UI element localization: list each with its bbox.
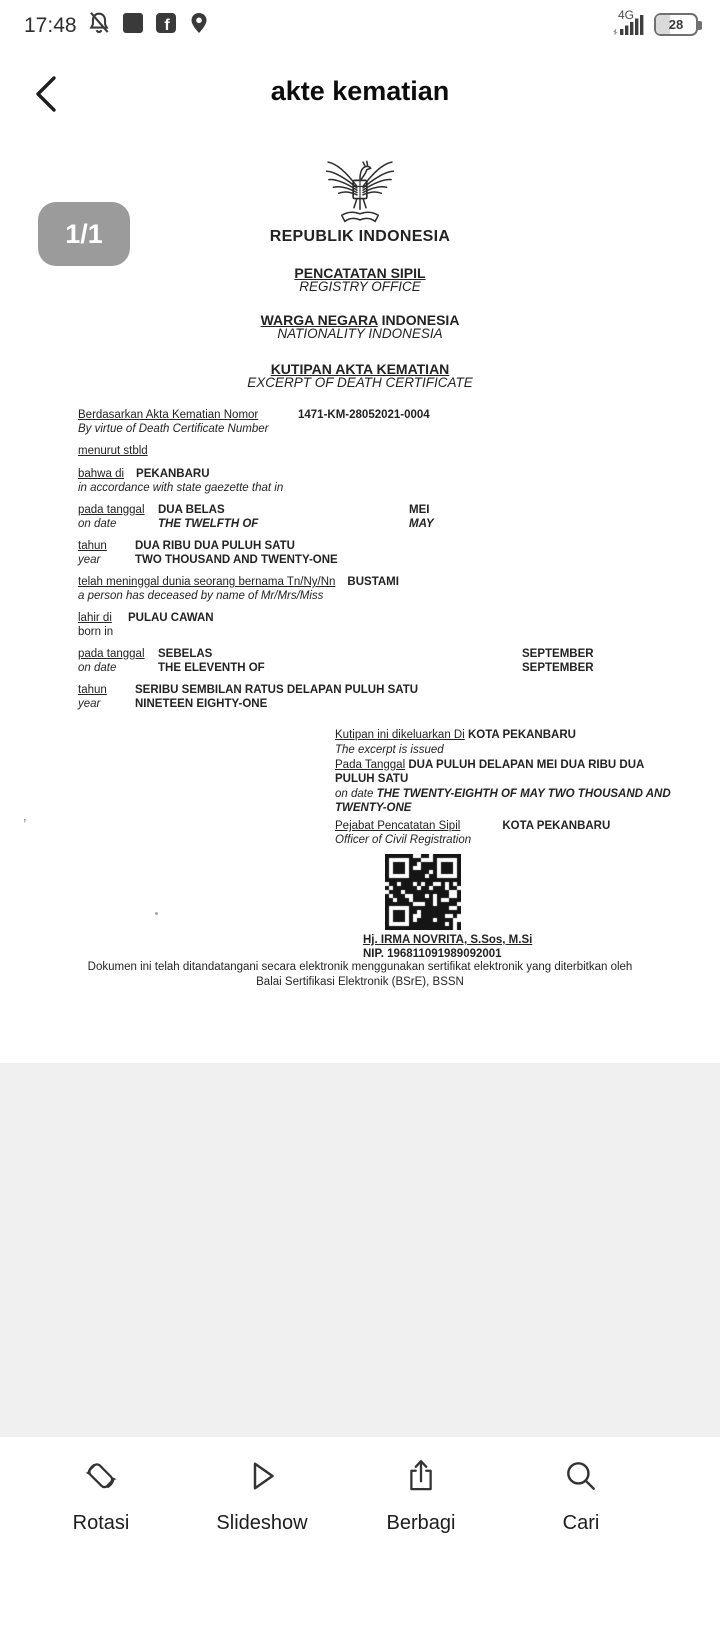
field-row-birth-year: tahun SERIBU SEMBILAN RATUS DELAPAN PULUH SATU year NINETEEN EIGHTY-ONE [78, 684, 419, 710]
app-square-icon [121, 11, 145, 40]
scan-artifact: ’ [23, 816, 27, 833]
issued-place: KOTA PEKANBARU [467, 729, 576, 741]
rotate-button[interactable] [31, 1455, 171, 1535]
field-row-death-date: pada tanggal DUA BELAS MEI on date THE TWELFTH OF MAY [78, 504, 434, 530]
facebook-icon [154, 11, 178, 40]
qr-code [385, 854, 461, 930]
battery-percent: 28 [668, 16, 684, 32]
doc-title-en: EXCERPT OF DEATH CERTIFICATE [247, 375, 473, 390]
issued-date: DUA PULUH DELAPAN MEI DUA RIBU DUA PULUH SATU [335, 759, 644, 785]
location-icon [187, 11, 211, 40]
scan-artifact [155, 912, 158, 915]
heading-nationality [0, 313, 720, 341]
app-header [0, 52, 720, 142]
slideshow-button[interactable] [192, 1455, 332, 1535]
heading-office [0, 266, 720, 294]
field-row-birth-date: pada tanggal SEBELAS SEPTEMBER on date THE ELEVENTH OF SEPTEMBER [78, 648, 594, 674]
slideshow-label: Slideshow [216, 1512, 308, 1534]
death-day: DUA BELAS [158, 504, 225, 516]
office-id: PENCATATAN SIPIL [294, 265, 426, 281]
muted-bell-icon [86, 10, 112, 41]
share-button[interactable] [351, 1455, 491, 1535]
death-year: DUA RIBU DUA PULUH SATU [135, 540, 295, 552]
status-bar [0, 0, 720, 52]
document-page[interactable] [0, 142, 720, 1063]
nationality-en: NATIONALITY INDONESIA [277, 326, 443, 341]
network-type-label: 4G [618, 8, 635, 22]
field-row-death-year: tahun DUA RIBU DUA PULUH SATU year TWO THOUSAND AND TWENTY-ONE [78, 540, 338, 566]
signer-name: Hj. IRMA NOVRITA, S.Sos, M.Si [363, 934, 533, 946]
heading-country: REPUBLIK INDONESIA [269, 228, 451, 245]
certificate-number: 1471-KM-28052021-0004 [298, 409, 430, 421]
field-row-certificate-number: Berdasarkan Akta Kematian Nomor 1471-KM-28052021-0004 By virtue of Death Certificate Number [78, 409, 430, 435]
page-counter-badge: 1/1 [38, 202, 130, 266]
svg-text:f: f [163, 17, 170, 34]
doc-title-id: KUTIPAN AKTA KEMATIAN [270, 361, 450, 377]
share-icon [400, 1455, 442, 1502]
nationality-label: WARGA NEGARA [260, 312, 378, 328]
page-title: akte kematian [270, 76, 450, 106]
issuance-block: Kutipan ini dikeluarkan Di KOTA PEKANBARU The excerpt is issued Pada Tanggal DUA PULUH DELAPAN MEI DUA RIBU DUA PULUH SATU on date THE TWENTY-EIGHTH OF MAY TWO THOUSAND AND TWENTY-ONE Pejabat Pencatatan Sipil KOTA PEKANBARU Officer of Civil Registration Hj. IRMA NOVRITA, S.Sos, M.Si NIP. 196811091989092001 [335, 728, 683, 961]
share-label: Berbagi [386, 1512, 456, 1534]
rotate-label: Rotasi [72, 1512, 130, 1534]
signer-nip: NIP. 196811091989092001 [363, 948, 502, 960]
signal-bars-icon [606, 8, 646, 40]
birth-year: SERIBU SEMBILAN RATUS DELAPAN PULUH SATU [135, 684, 419, 696]
office-en: REGISTRY OFFICE [299, 279, 421, 294]
play-icon [241, 1455, 283, 1502]
search-icon [560, 1455, 602, 1502]
registry-place: PEKANBARU [136, 468, 210, 480]
field-row-birth-place: lahir di PULAU CAWAN born in [78, 612, 214, 638]
rotate-icon [80, 1455, 122, 1502]
field-row-stbld: menurut stbld [78, 445, 148, 457]
field-rows [78, 408, 690, 719]
deceased-name: BUSTAMI [347, 576, 399, 588]
viewer-backdrop [0, 1063, 720, 1437]
search-button[interactable] [511, 1455, 651, 1535]
clock: 17:48 [24, 13, 77, 37]
electronic-signature-disclaimer: Dokumen ini telah ditandatangani secara elektronik menggunakan sertifikat elektronik yang diterbitkan oleh Balai Sertifikasi Elektronik (BSrE), BSSN [87, 961, 633, 988]
birth-place: PULAU CAWAN [128, 612, 214, 624]
officer-place: KOTA PEKANBARU [502, 820, 611, 832]
search-label: Cari [562, 1512, 600, 1534]
birth-day: SEBELAS [158, 648, 213, 660]
field-row-deceased-name: telah meninggal dunia seorang bernama Tn/Ny/Nn BUSTAMI a person has deceased by name of Mr/Mrs/Miss [78, 576, 399, 602]
death-month: MEI [409, 504, 430, 516]
heading-doc-title [0, 362, 720, 390]
battery-icon [654, 13, 698, 36]
bottom-toolbar [0, 1437, 720, 1650]
birth-month: SEPTEMBER [522, 648, 594, 660]
nationality-value: INDONESIA [381, 312, 460, 328]
field-row-place: bahwa di PEKANBARU in accordance with state gaezette that in [78, 468, 284, 494]
